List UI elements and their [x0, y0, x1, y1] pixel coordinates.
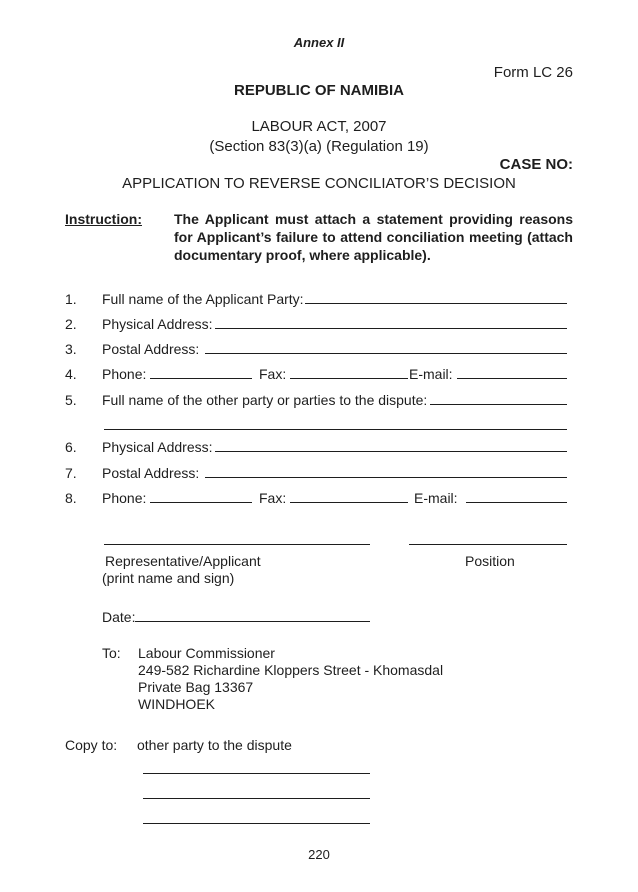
field-number-3: 3. [65, 341, 77, 357]
case-no-label: CASE NO: [499, 156, 573, 173]
act-title: LABOUR ACT, 2007 [251, 118, 387, 135]
field-number-4: 4. [65, 366, 77, 382]
physical-address-line[interactable] [215, 328, 567, 329]
copy-to-text: other party to the dispute [137, 737, 292, 753]
field-number-7: 7. [65, 465, 77, 481]
instruction-line-2: for Applicant’s failure to attend conciliation meeting (attach [174, 229, 573, 245]
address-line-3: Private Bag 13367 [138, 679, 254, 695]
other-physical-address-label: Physical Address: [102, 439, 213, 455]
annex-label: Annex II [293, 35, 345, 50]
fax-line[interactable] [290, 378, 408, 379]
copy-line-1[interactable] [143, 773, 370, 774]
other-email-label: E-mail: [414, 490, 458, 506]
copy-to-label: Copy to: [65, 737, 118, 753]
section-reference: (Section 83(3)(a) (Regulation 19) [209, 138, 429, 155]
representative-label: Representative/Applicant [105, 553, 261, 569]
other-fax-label: Fax: [259, 490, 287, 506]
fax-label: Fax: [259, 366, 287, 382]
date-line[interactable] [135, 621, 370, 622]
postal-address-line[interactable] [205, 353, 567, 354]
postal-address-label: Postal Address: [102, 341, 200, 357]
instruction-line-1: The Applicant must attach a statement providing reasons [174, 211, 573, 227]
other-fax-line[interactable] [290, 502, 408, 503]
other-party-name-label: Full name of the other party or parties to the dispute: [102, 392, 428, 408]
other-phone-line[interactable] [150, 502, 252, 503]
republic-title: REPUBLIC OF NAMIBIA [234, 82, 404, 99]
form-title: APPLICATION TO REVERSE CONCILIATOR’S DECISION [122, 175, 516, 192]
other-postal-address-label: Postal Address: [102, 465, 200, 481]
other-postal-address-line[interactable] [205, 477, 567, 478]
email-line[interactable] [457, 378, 567, 379]
form-id: Form LC 26 [493, 64, 573, 81]
instruction-label: Instruction: [65, 211, 142, 227]
phone-label: Phone: [102, 366, 147, 382]
phone-line[interactable] [150, 378, 252, 379]
field-number-1: 1. [65, 291, 77, 307]
applicant-name-line[interactable] [305, 303, 567, 304]
field-number-5: 5. [65, 392, 77, 408]
email-label: E-mail: [409, 366, 453, 382]
applicant-name-label: Full name of the Applicant Party: [102, 291, 304, 307]
address-line-4: WINDHOEK [138, 696, 215, 712]
other-party-name-line-2[interactable] [104, 429, 567, 430]
position-line[interactable] [409, 544, 567, 545]
date-label: Date: [102, 609, 136, 625]
other-party-name-line[interactable] [430, 404, 567, 405]
address-line-1: Labour Commissioner [138, 645, 275, 661]
field-number-2: 2. [65, 316, 77, 332]
copy-line-2[interactable] [143, 798, 370, 799]
signature-line[interactable] [104, 544, 370, 545]
address-line-2: 249-582 Richardine Kloppers Street - Khomasdal [138, 662, 444, 678]
other-email-line[interactable] [466, 502, 567, 503]
page-number: 220 [308, 847, 330, 862]
other-physical-address-line[interactable] [215, 451, 567, 452]
field-number-8: 8. [65, 490, 77, 506]
instruction-line-3: documentary proof, where applicable). [174, 247, 431, 263]
print-name-note: (print name and sign) [102, 570, 235, 586]
copy-line-3[interactable] [143, 823, 370, 824]
field-number-6: 6. [65, 439, 77, 455]
to-label: To: [102, 645, 121, 661]
position-label: Position [465, 553, 515, 569]
physical-address-label: Physical Address: [102, 316, 213, 332]
other-phone-label: Phone: [102, 490, 147, 506]
